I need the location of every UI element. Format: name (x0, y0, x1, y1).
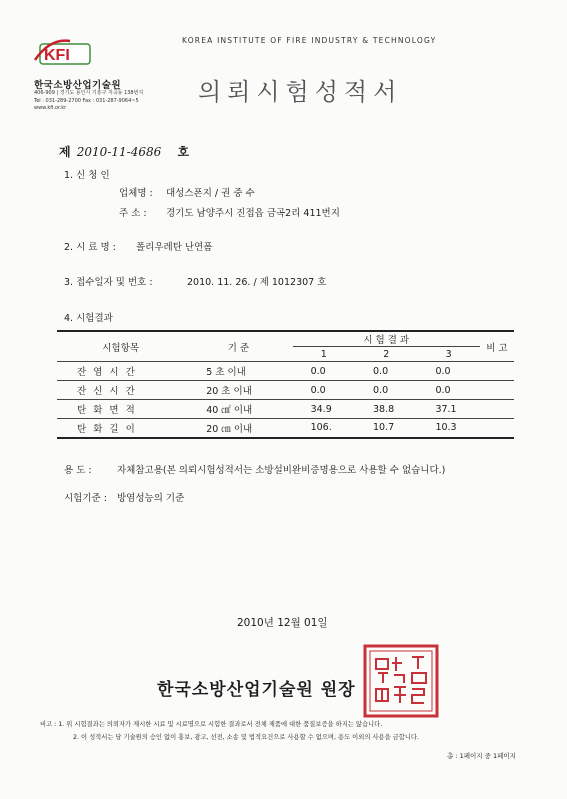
document-title: 의뢰시험성적서 (198, 78, 403, 106)
table-row (57, 381, 514, 400)
issue-date: 2010년 12월 01일 (237, 617, 328, 629)
docno-handwritten: 2010-11-4686 (76, 145, 162, 159)
docno-prefix: 제 (59, 145, 71, 159)
company-value: 대성스폰지 / 권 중 수 (166, 188, 255, 199)
org-phone: Tel : 031-289-2700 Fax : 031-287-9064~5 (34, 97, 139, 104)
row-value-3: 10.3 (417, 419, 479, 438)
page-indicator: 총 : 1페이지 중 1페이지 (447, 752, 516, 760)
row-value-2: 0.0 (355, 381, 417, 400)
row-value-1: 106. (293, 419, 355, 438)
subheader-1: 1 (293, 347, 355, 362)
table-row (57, 419, 514, 438)
row-remarks (480, 419, 514, 438)
sample-label: 2. 시 료 명 : (64, 242, 116, 253)
receipt-value: 2010. 11. 26. / 제 1012307 호 (187, 277, 327, 288)
company-label: 업체명 : (119, 188, 153, 199)
usage-label: 용 도 : (64, 465, 92, 476)
address-label: 주 소 : (119, 208, 147, 219)
subheader-2: 2 (355, 347, 417, 362)
table-row (57, 362, 514, 381)
row-remarks (480, 381, 514, 400)
row-value-2: 10.7 (355, 419, 417, 438)
row-remarks (480, 400, 514, 419)
official-seal-icon (362, 643, 440, 719)
logo-letters: KFI (44, 47, 70, 64)
row-value-3: 0.0 (417, 381, 479, 400)
results-heading: 4. 시험결과 (64, 313, 113, 324)
row-criteria: 5 초 이내 (184, 362, 292, 381)
docno-suffix: 호 (177, 145, 190, 159)
note-line-2: 2. 이 성적서는 당 기술원의 승인 없이 홍보, 광고, 선전, 소송 및 법적요건으로 사용할 수 없으며, 용도 이외의 사용을 금합니다. (73, 734, 420, 741)
header-results: 시 험 결 과 (293, 331, 480, 347)
org-address: 406-909 | 경기도 용인시 기흥구 지곡동 138번지 (34, 90, 144, 96)
institute-english-name: KOREA INSTITUTE OF FIRE INDUSTRY & TECHNOLOGY (182, 36, 437, 45)
row-value-1: 0.0 (293, 381, 355, 400)
row-value-1: 0.0 (293, 362, 355, 381)
remarks-notes (40, 718, 419, 744)
row-criteria: 20 ㎝ 이내 (184, 419, 292, 438)
address-value: 경기도 남양주시 진접읍 금곡2리 411번지 (166, 208, 340, 219)
header-item: 시험항목 (57, 331, 184, 362)
subheader-3: 3 (417, 347, 479, 362)
kfi-logo (30, 38, 100, 68)
row-value-1: 34.9 (293, 400, 355, 419)
org-website: www.kfi.or.kr (34, 105, 67, 111)
header-criteria: 기 준 (184, 331, 292, 362)
row-value-3: 37.1 (417, 400, 479, 419)
sample-value: 폴리우레탄 난연폼 (136, 242, 213, 253)
row-criteria: 40 ㎠ 이내 (184, 400, 292, 419)
row-criteria: 20 초 이내 (184, 381, 292, 400)
issuer-signature-line: 한국소방산업기술원 원장 (157, 680, 356, 700)
row-remarks (480, 362, 514, 381)
org-contact (34, 90, 214, 113)
row-item: 탄 화 길 이 (57, 419, 184, 438)
row-item: 잔 신 시 간 (57, 381, 184, 400)
row-value-2: 0.0 (355, 362, 417, 381)
applicant-heading: 1. 신 청 인 (64, 170, 110, 181)
standard-label: 시험기준 : (64, 493, 107, 504)
header-remarks: 비 고 (480, 331, 514, 362)
row-item: 탄 화 면 적 (57, 400, 184, 419)
receipt-label: 3. 접수일자 및 번호 : (64, 277, 153, 288)
row-value-3: 0.0 (417, 362, 479, 381)
usage-value: 자체참고용(본 의뢰시험성적서는 소방설비완비증명용으로 사용할 수 없습니다.) (117, 465, 446, 476)
table-header-row (57, 331, 514, 347)
row-value-2: 38.8 (355, 400, 417, 419)
org-name: 한국소방산업기술원 (34, 80, 122, 91)
document-number (59, 143, 189, 160)
table-row (57, 400, 514, 419)
standard-value: 방염성능의 기준 (117, 493, 185, 504)
row-item: 잔 염 시 간 (57, 362, 184, 381)
results-table (57, 330, 514, 439)
note-line-1: 비고 : 1. 위 시험결과는 의뢰자가 제시한 시료 및 시료명으로 시험한 결과로서 전체 제품에 대한 품질보증을 하지는 않습니다. (40, 721, 383, 728)
